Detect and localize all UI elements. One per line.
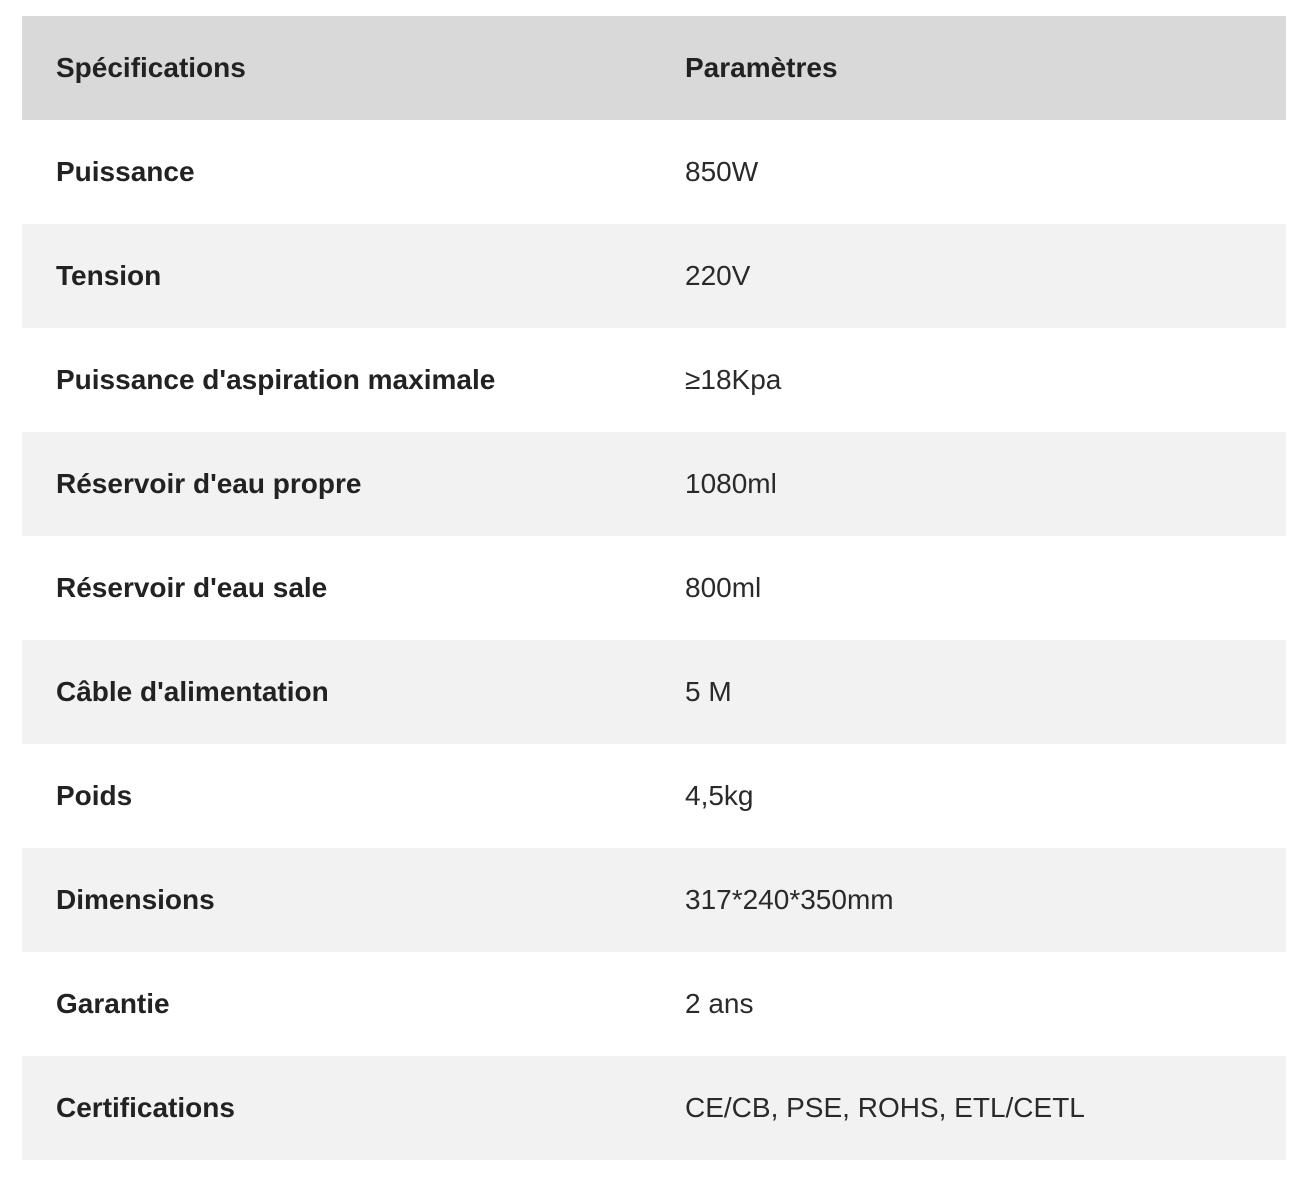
table-row (22, 224, 1286, 328)
row-value: 850W (685, 156, 759, 187)
row-label: Poids (56, 780, 133, 811)
row-label: Puissance d'aspiration maximale (56, 364, 496, 395)
row-value: ≥18Kpa (685, 364, 782, 395)
row-label: Réservoir d'eau sale (56, 572, 328, 603)
table-body (22, 120, 1286, 1160)
row-label: Tension (56, 260, 162, 291)
header-specifications: Spécifications (56, 52, 246, 83)
row-label: Certifications (56, 1092, 235, 1123)
row-value: 317*240*350mm (685, 884, 894, 915)
row-value: 220V (685, 260, 751, 291)
row-value: 4,5kg (685, 780, 754, 811)
specifications-table (22, 16, 1286, 1160)
header-row (22, 16, 1286, 120)
table-row (22, 744, 1286, 848)
table-row (22, 848, 1286, 952)
row-label: Dimensions (56, 884, 215, 915)
row-label: Puissance (56, 156, 195, 187)
table-row (22, 952, 1286, 1056)
row-value: 2 ans (685, 988, 754, 1019)
table-row (22, 328, 1286, 432)
table-row (22, 1056, 1286, 1160)
row-value: 1080ml (685, 468, 777, 499)
table-row (22, 640, 1286, 744)
row-value: 5 M (685, 676, 732, 707)
table-header (22, 16, 1286, 120)
table-row (22, 536, 1286, 640)
row-value: CE/CB, PSE, ROHS, ETL/CETL (685, 1092, 1085, 1123)
row-label: Câble d'alimentation (56, 676, 329, 707)
header-parametres: Paramètres (685, 52, 838, 83)
table-row (22, 120, 1286, 224)
table-row (22, 432, 1286, 536)
row-label: Garantie (56, 988, 170, 1019)
row-label: Réservoir d'eau propre (56, 468, 362, 499)
row-value: 800ml (685, 572, 762, 603)
